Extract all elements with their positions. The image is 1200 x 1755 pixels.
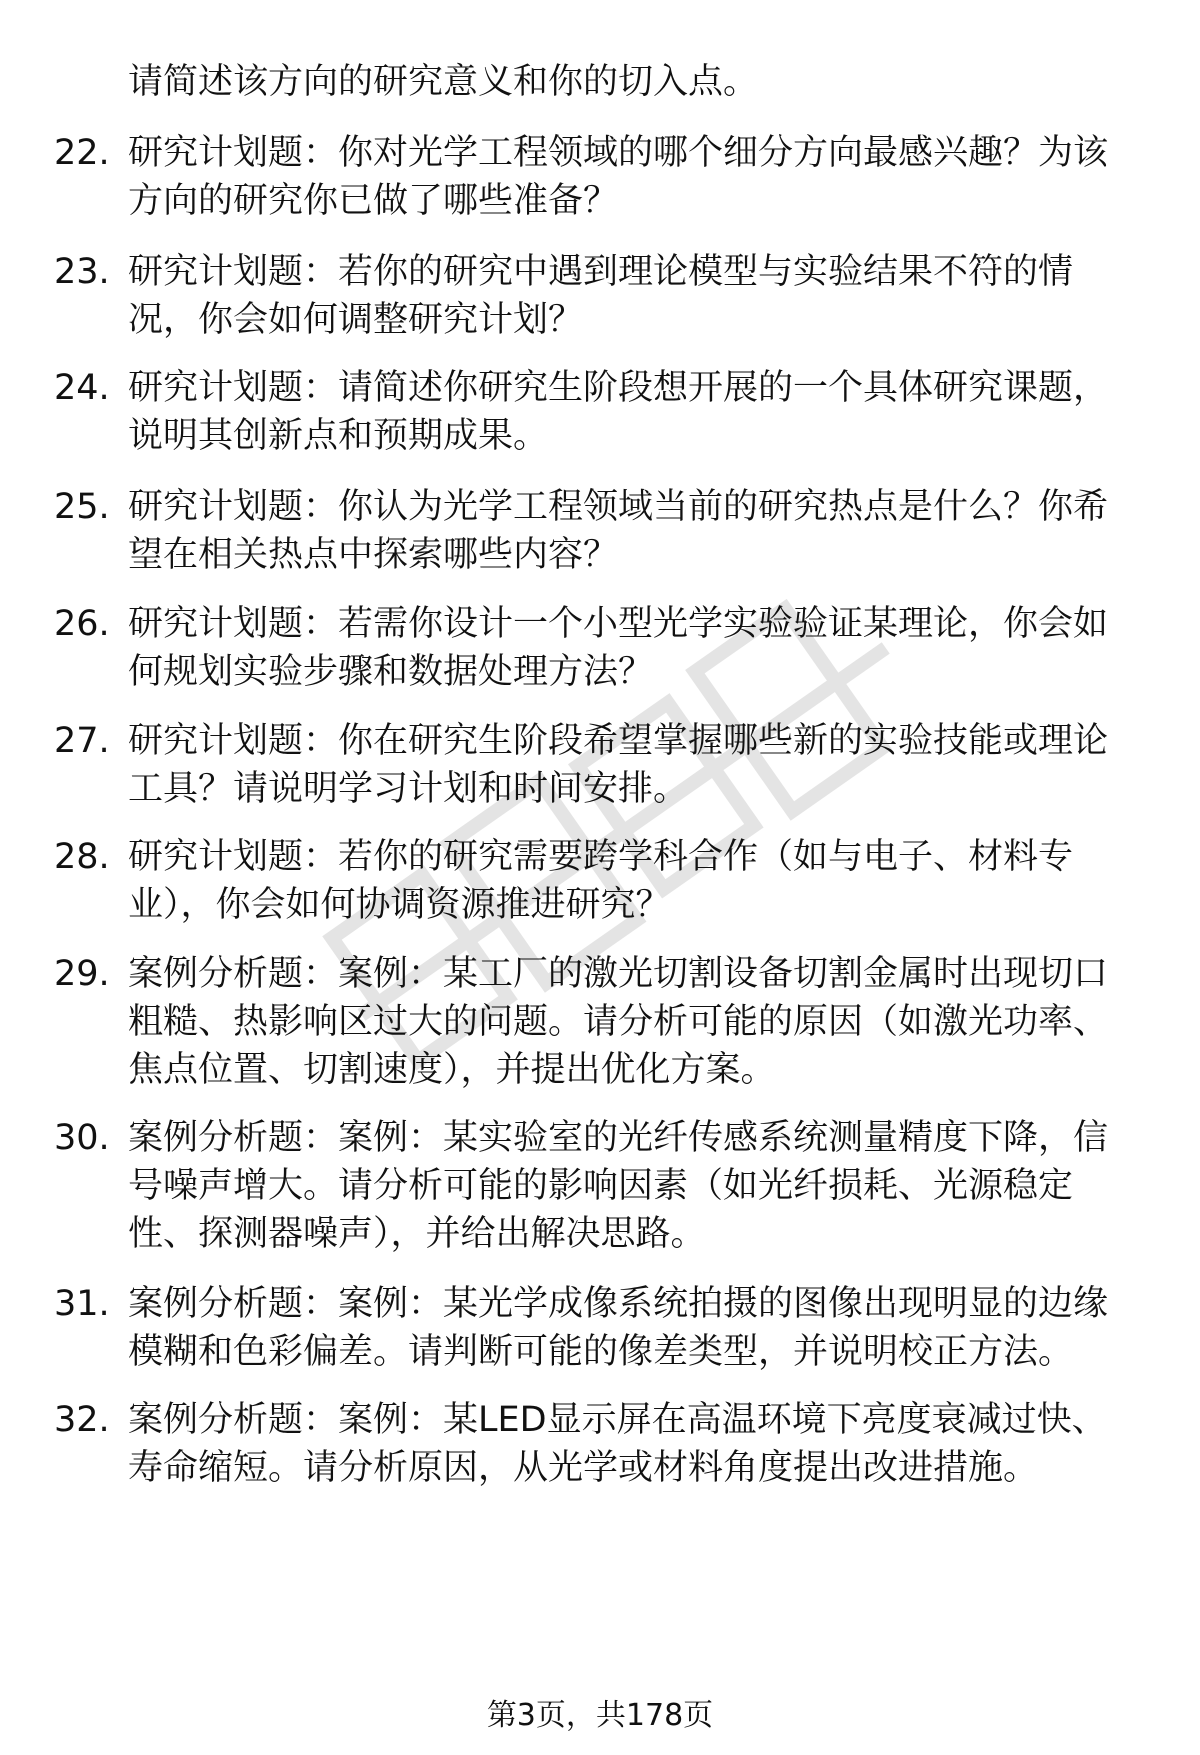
- question-line: 研究计划题：若你的研究需要跨学科合作（如与电子、材料专: [128, 837, 1074, 877]
- question-number: 22.: [54, 133, 110, 173]
- question-number: 29.: [54, 954, 110, 994]
- question-line: 研究计划题：你对光学工程领域的哪个细分方向最感兴趣？为该: [128, 133, 1109, 173]
- question-line: 号噪声增大。请分析可能的影响因素（如光纤损耗、光源稳定: [128, 1166, 1074, 1206]
- question-number: 32.: [54, 1400, 110, 1440]
- question-line: 案例分析题：案例：某工厂的激光切割设备切割金属时出现切口: [128, 954, 1109, 994]
- question-line: 案例分析题：案例：某光学成像系统拍摄的图像出现明显的边缘: [128, 1284, 1109, 1324]
- question-line: 工具？请说明学习计划和时间安排。: [128, 769, 689, 809]
- question-line: 方向的研究你已做了哪些准备？: [128, 181, 619, 221]
- question-23: [0, 250, 1200, 340]
- question-number: 27.: [54, 721, 110, 761]
- question-28: [0, 835, 1200, 925]
- question-line: 性、探测器噪声），并给出解决思路。: [128, 1214, 706, 1254]
- question-line: 焦点位置、切割速度），并提出优化方案。: [128, 1050, 776, 1090]
- question-32: [0, 1398, 1200, 1488]
- question-number: 23.: [54, 252, 110, 292]
- question-line: 何规划实验步骤和数据处理方法？: [128, 652, 654, 692]
- question-line: 研究计划题：请简述你研究生阶段想开展的一个具体研究课题，: [128, 368, 1109, 408]
- question-number: 26.: [54, 604, 110, 644]
- question-22: [0, 131, 1200, 221]
- question-line: 案例分析题：案例：某实验室的光纤传感系统测量精度下降，信: [128, 1118, 1109, 1158]
- question-number: 24.: [54, 368, 110, 408]
- question-line: 况，你会如何调整研究计划？: [128, 300, 584, 340]
- question-number: 30.: [54, 1118, 110, 1158]
- question-line: 业），你会如何协调资源推进研究？: [128, 885, 671, 925]
- question-line: 说明其创新点和预期成果。: [128, 416, 549, 456]
- question-24: [0, 366, 1200, 456]
- question-29: [0, 952, 1200, 1090]
- page-number-footer: 第3页，共178页: [486, 1698, 714, 1733]
- question-line: 研究计划题：若需你设计一个小型光学实验验证某理论，你会如: [128, 604, 1109, 644]
- question-number: 28.: [54, 837, 110, 877]
- question-line: 寿命缩短。请分析原因，从光学或材料角度提出改进措施。: [128, 1448, 1039, 1488]
- question-number: 25.: [54, 487, 110, 527]
- question-30: [0, 1116, 1200, 1254]
- question-25: [0, 485, 1200, 575]
- question-line: 研究计划题：若你的研究中遇到理论模型与实验结果不符的情: [128, 252, 1074, 292]
- question-number: 31.: [54, 1284, 110, 1324]
- question-26: [0, 602, 1200, 692]
- question-line: 研究计划题：你认为光学工程领域当前的研究热点是什么？你希: [128, 487, 1109, 527]
- question-31: [0, 1282, 1200, 1372]
- question-27: [0, 719, 1200, 809]
- question-line: 案例分析题：案例：某LED显示屏在高温环境下亮度衰减过快、: [128, 1400, 1107, 1440]
- question-line: 研究计划题：你在研究生阶段希望掌握哪些新的实验技能或理论: [128, 721, 1109, 761]
- question-line: 望在相关热点中探索哪些内容？: [128, 535, 619, 575]
- question-line: 模糊和色彩偏差。请判断可能的像差类型，并说明校正方法。: [128, 1332, 1074, 1372]
- question-line: 粗糙、热影响区过大的问题。请分析可能的原因（如激光功率、: [128, 1002, 1109, 1042]
- lead-in-text: 请简述该方向的研究意义和你的切入点。: [128, 62, 759, 102]
